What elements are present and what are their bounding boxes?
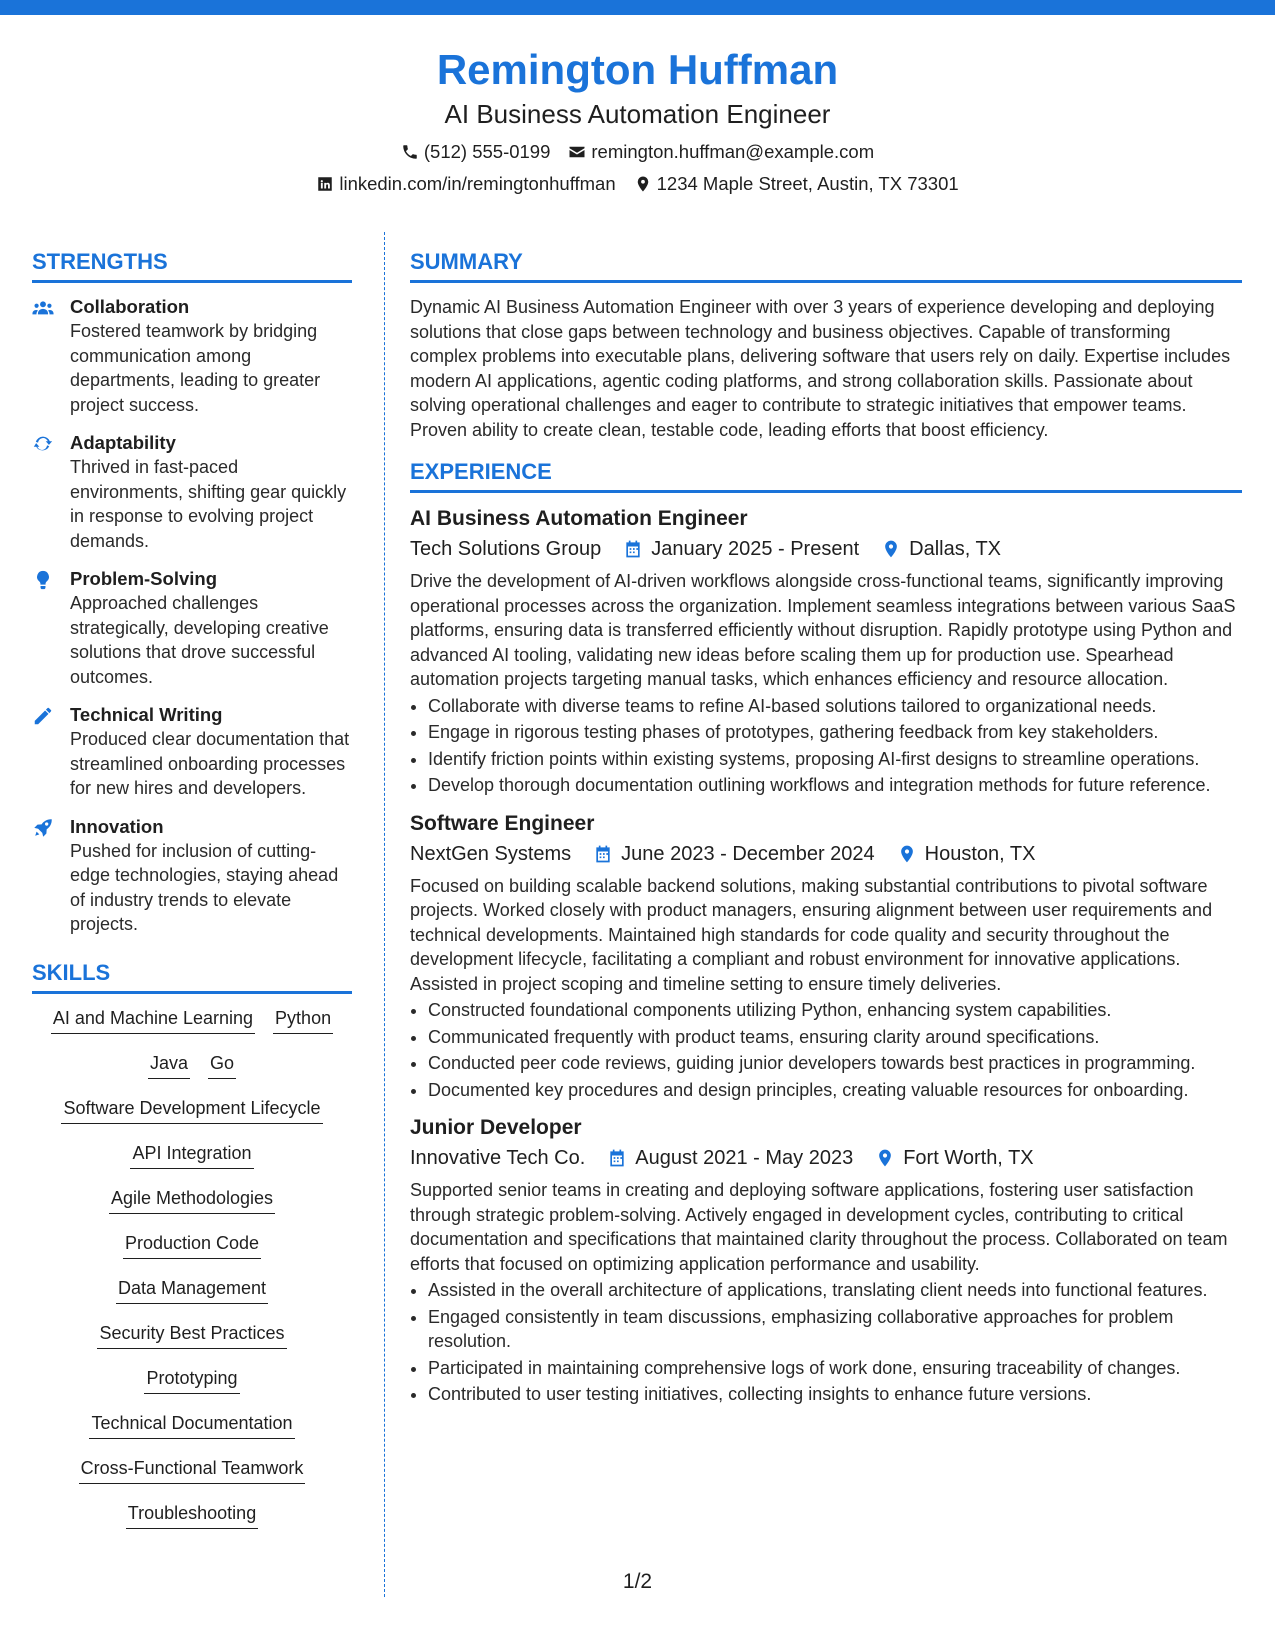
strength-name: Technical Writing (70, 704, 223, 725)
job-location: Houston, TX (924, 842, 1036, 865)
experience-heading: EXPERIENCE (410, 458, 1242, 493)
skill-tag: Python (273, 1006, 333, 1034)
phone-contact[interactable] (401, 140, 551, 164)
job-dates: January 2025 - Present (651, 538, 860, 560)
strength-item (32, 295, 352, 417)
job-location: Fort Worth, TX (903, 1147, 1034, 1169)
strength-name: Innovation (70, 815, 164, 837)
strengths-heading: STRENGTHS (32, 248, 352, 283)
skills-list (32, 1006, 352, 1529)
skills-heading: SKILLS (32, 959, 352, 994)
skill-tag: Prototyping (144, 1366, 239, 1394)
map-pin-icon (897, 844, 917, 864)
top-accent-bar (0, 0, 1275, 15)
map-pin-icon (634, 175, 652, 193)
pencil-icon (32, 705, 54, 727)
job-meta (410, 1144, 1242, 1172)
map-pin-icon (875, 1148, 895, 1168)
calendar-icon (607, 1148, 627, 1168)
linkedin-text: linkedin.com/in/remingtonhuffman (339, 173, 616, 194)
phone-icon (401, 143, 419, 161)
strength-item (32, 567, 352, 689)
summary-text: Dynamic AI Business Automation Engineer with over 3 years of experience developing and deploying solutions that close gaps between technology and business objectives. Capable of transforming complex problems into executable plans, delivering software that users rely on daily. Expertise includes modern AI applications, agentic coding platforms, and strong collaboration skills. Passionate about solving operational challenges and eager to contribute to strategic initiatives that empower teams. Proven ability to create clean, testable code, leading efforts that boost efficiency. (410, 297, 1231, 440)
rocket-icon (32, 817, 54, 839)
job-title: Software Engineer (410, 811, 595, 835)
job-bullet: • Communicated frequently with product teams, ensuring clarity around specifications. (428, 1025, 1242, 1050)
job-bullet: • Conducted peer code reviews, guiding junior developers towards best practices in programming. (428, 1051, 1242, 1076)
job-entry (410, 810, 1242, 1103)
strength-desc: Produced clear documentation that streamlined onboarding processes for new hires and developers. (70, 729, 350, 798)
skill-tag: Java (148, 1051, 190, 1079)
skill-tag: Production Code (123, 1231, 261, 1259)
job-bullet: • Identify friction points within existing systems, proposing AI-first designs to streamline operations. (428, 747, 1242, 772)
linkedin-contact[interactable] (316, 172, 615, 196)
address-contact (634, 172, 959, 196)
job-bullet: • Engaged consistently in team discussions, emphasizing collaborative approaches for problem resolution. (428, 1305, 1242, 1354)
calendar-icon (593, 844, 613, 864)
candidate-title: AI Business Automation Engineer (444, 99, 831, 129)
skill-tag: Data Management (116, 1276, 268, 1304)
strength-name: Collaboration (70, 296, 190, 317)
map-pin-icon (881, 539, 901, 559)
phone-text: (512) 555-0199 (423, 141, 551, 162)
contact-row-2 (0, 172, 1275, 196)
lightbulb-icon (32, 569, 54, 591)
skill-tag: Go (208, 1051, 236, 1079)
job-location: Dallas, TX (909, 538, 1002, 560)
job-entry (410, 1114, 1242, 1407)
skill-tag: Security Best Practices (97, 1321, 286, 1349)
skill-tag: Cross-Functional Teamwork (79, 1456, 306, 1484)
job-company: Innovative Tech Co. (410, 1147, 586, 1169)
job-bullet: • Contributed to user testing initiatives, collecting insights to enhance future versions. (428, 1382, 1242, 1407)
strength-desc: Approached challenges strategically, developing creative solutions that drove successful outcomes. (70, 593, 329, 687)
skill-tag: API Integration (130, 1141, 253, 1169)
page-number: 1/2 (622, 1570, 653, 1593)
job-summary: Focused on building scalable backend solutions, making substantial contributions to pivotal software projects. Worked closely with product managers, ensuring alignment between user requirements and technical developments. Maintained high standards for code quality and security throughout the development lifecycle, facilitating a compliant and robust environment for innovative applications. Assisted in project scoping and timeline setting to ensure timely deliveries. (410, 875, 1213, 994)
job-company: Tech Solutions Group (410, 538, 602, 560)
job-bullets (410, 1278, 1242, 1407)
job-bullets (410, 694, 1242, 798)
job-title: AI Business Automation Engineer (410, 507, 748, 530)
job-bullet: • Engage in rigorous testing phases of prototypes, gathering feedback from key stakeholders. (428, 720, 1242, 745)
skill-tag: Software Development Lifecycle (61, 1096, 322, 1124)
left-column (32, 248, 352, 1546)
strengths-list (32, 295, 352, 937)
sync-icon (32, 433, 54, 455)
email-text: remington.huffman@example.com (591, 141, 875, 162)
job-summary: Drive the development of AI-driven workflows alongside cross-functional teams, significantly improving operational processes across the organization. Implement seamless integrations between various SaaS platforms, ensuring data is transferred efficiently without disruption. Rapidly prototype using Python and advanced AI tooling, validating new ideas before scaling them up for production use. Spearhead automation projects targeting manual tasks, which enhances efficiency and resource allocation. (410, 571, 1236, 689)
contact-row-1 (0, 140, 1275, 164)
job-bullet: • Assisted in the overall architecture of applications, translating client needs into functional features. (428, 1278, 1242, 1303)
skill-tag: AI and Machine Learning (51, 1006, 255, 1034)
job-entry (410, 505, 1242, 798)
strength-name: Problem-Solving (70, 568, 217, 589)
strength-item (32, 703, 352, 801)
linkedin-icon (316, 175, 334, 193)
job-bullet: • Constructed foundational components utilizing Python, enhancing system capabilities. (428, 998, 1242, 1023)
address-text: 1234 Maple Street, Austin, TX 73301 (656, 173, 959, 194)
strength-desc: Fostered teamwork by bridging communication among departments, leading to greater project success. (70, 321, 321, 415)
job-dates: June 2023 - December 2024 (621, 842, 875, 865)
job-summary: Supported senior teams in creating and deploying software applications, fostering user satisfaction through strategic problem-solving. Actively engaged in development cycles, contributing to critical documentation and specifications that maintained clarity throughout the process. Collaborated on team efforts that focused on optimizing application performance and usability. (410, 1180, 1228, 1274)
strength-item (32, 815, 352, 937)
skill-tag: Troubleshooting (126, 1501, 258, 1529)
job-company: NextGen Systems (410, 842, 572, 865)
email-contact[interactable] (568, 140, 874, 164)
job-bullet: • Collaborate with diverse teams to refine AI-based solutions tailored to organizational needs. (428, 694, 1242, 719)
column-divider (384, 232, 385, 1597)
strength-desc: Pushed for inclusion of cutting-edge technologies, staying ahead of industry trends to elevate projects. (70, 840, 339, 934)
job-bullet: • Documented key procedures and design principles, creating valuable resources for onboarding. (428, 1078, 1242, 1103)
skill-tag: Agile Methodologies (109, 1186, 275, 1214)
summary-heading: SUMMARY (410, 248, 1242, 283)
candidate-name: Remington Huffman (436, 46, 839, 93)
calendar-icon (623, 539, 643, 559)
users-icon (32, 297, 54, 319)
job-dates: August 2021 - May 2023 (635, 1147, 854, 1169)
job-bullets (410, 998, 1242, 1102)
strength-item (32, 431, 352, 553)
job-title: Junior Developer (410, 1116, 582, 1139)
skill-tag: Technical Documentation (89, 1411, 294, 1439)
envelope-icon (568, 143, 586, 161)
job-bullet: • Participated in maintaining comprehensive logs of work done, ensuring traceability of changes. (428, 1356, 1242, 1381)
job-meta (410, 535, 1242, 563)
resume-header (0, 44, 1275, 196)
job-bullet: • Develop thorough documentation outlining workflows and integration methods for future reference. (428, 773, 1242, 798)
strength-name: Adaptability (70, 432, 176, 453)
job-meta (410, 840, 1242, 868)
strength-desc: Thrived in fast-paced environments, shifting gear quickly in response to evolving project demands. (70, 457, 347, 551)
right-column (410, 248, 1242, 1419)
